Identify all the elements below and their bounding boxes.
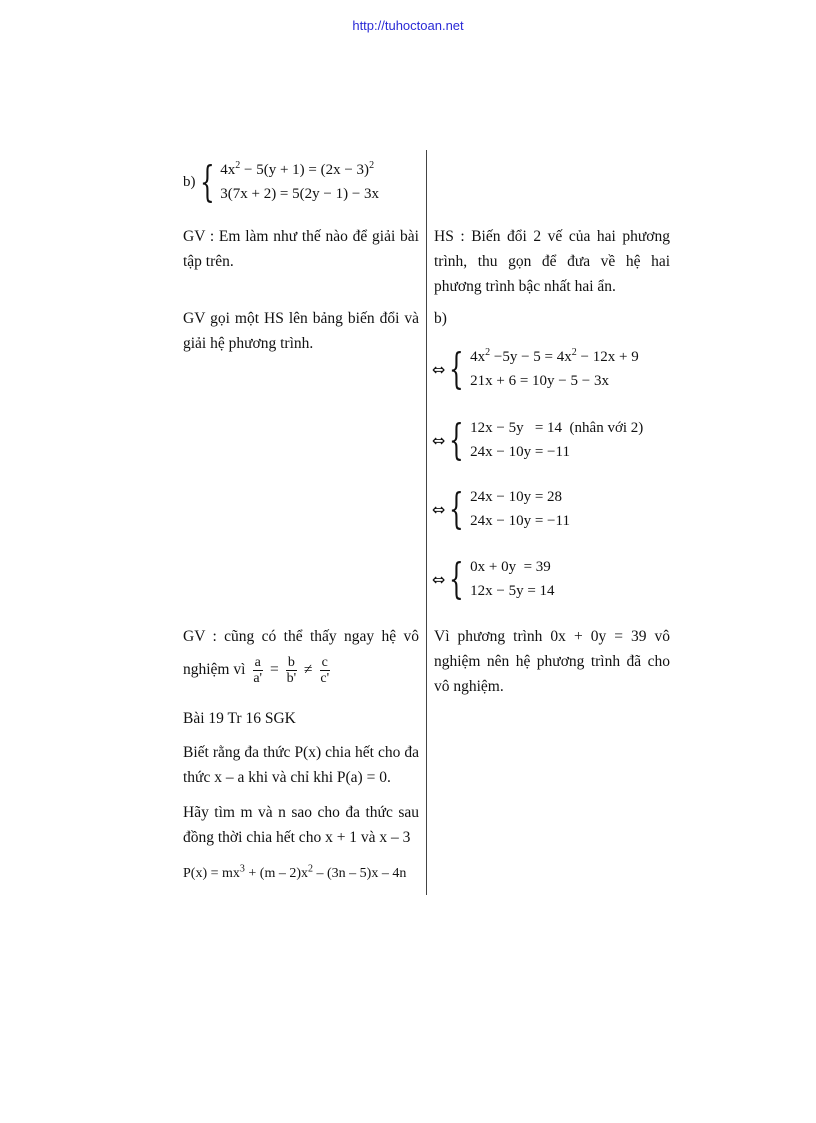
- step-4-line-2: 12x − 5y = 14: [470, 583, 555, 599]
- exercise-hint: Biết rằng đa thức P(x) chia hết cho đa thức x – a khi và chỉ khi P(a) = 0.: [183, 744, 419, 786]
- column-divider: [426, 150, 427, 895]
- system-step-2: [432, 416, 643, 464]
- step-2-line-1: 12x − 5y = 14 (nhân với 2): [470, 420, 644, 436]
- equivalence-icon: ⇔: [432, 569, 446, 589]
- step-1-line-1: $4x^2 -5y - 5 = 4x^2 - 12x + 9$: [470, 347, 639, 365]
- fraction-b: $\frac{b}{b'}$: [286, 655, 297, 686]
- brace-icon: {: [449, 554, 465, 603]
- brace-icon: {: [199, 157, 215, 206]
- system-b: [183, 158, 379, 206]
- hs-answer: HS : Biến đổi 2 vế của hai phương trình, thu gọn để đưa về hệ hai phương trình bậc nhất hai ẩn.: [434, 228, 670, 295]
- solution-label: b): [434, 310, 447, 327]
- gv-instruction: GV gọi một HS lên bảng biến đổi và giải hệ phương trình.: [183, 310, 419, 352]
- gv-note-line-1: GV : cũng có thể thấy ngay hệ vô: [183, 628, 419, 645]
- step-3-line-1: 24x − 10y = 28: [470, 489, 563, 505]
- fraction-a: $\frac{a}{a'}$: [253, 655, 263, 686]
- gv-note: [183, 624, 419, 686]
- brace-icon: {: [449, 415, 465, 464]
- brace-icon: {: [449, 344, 465, 393]
- conclusion: Vì phương trình 0x + 0y = 39 vô nghiệm nên hệ phương trình đã cho vô nghiệm.: [434, 628, 670, 695]
- system-b-line-1: $4x^2 - 5(y + 1) = (2x - 3)^2$: [220, 160, 375, 178]
- polynomial: $P(x) = mx^3 + (m - 2)x^2 - (3n - 5)x - 4n$: [183, 863, 407, 881]
- gv-question: GV : Em làm như thế nào để giải bài tập trên.: [183, 228, 419, 270]
- exercise-task: Hãy tìm m và n sao cho đa thức sau đồng thời chia hết cho x + 1 và x – 3: [183, 804, 419, 846]
- system-step-1: [432, 345, 639, 393]
- system-b-line-2: 3(7x + 2) = 5(2y − 1) − 3x: [220, 186, 380, 202]
- gv-note-line-2: nghiệm vì $\frac{a}{a'}$ = $\frac{b}{b'}$ ≠ $\frac{c}{c'}$: [183, 655, 330, 686]
- system-b-label: b): [183, 173, 196, 190]
- equivalence-icon: ⇔: [432, 359, 446, 379]
- step-4-line-1: 0x + 0y = 39: [470, 559, 551, 575]
- brace-icon: {: [449, 484, 465, 533]
- fraction-c: $\frac{c}{c'}$: [320, 655, 330, 686]
- step-3-line-2: 24x − 10y = −11: [470, 513, 570, 529]
- equivalence-icon: ⇔: [432, 430, 446, 450]
- header-link[interactable]: http://tuhoctoan.net: [352, 18, 464, 33]
- step-2-line-2: 24x − 10y = −11: [470, 444, 570, 460]
- system-step-4: [432, 555, 555, 603]
- exercise-title: Bài 19 Tr 16 SGK: [183, 710, 296, 727]
- equivalence-icon: ⇔: [432, 499, 446, 519]
- system-step-3: [432, 485, 570, 533]
- step-1-line-2: 21x + 6 = 10y − 5 − 3x: [470, 373, 609, 389]
